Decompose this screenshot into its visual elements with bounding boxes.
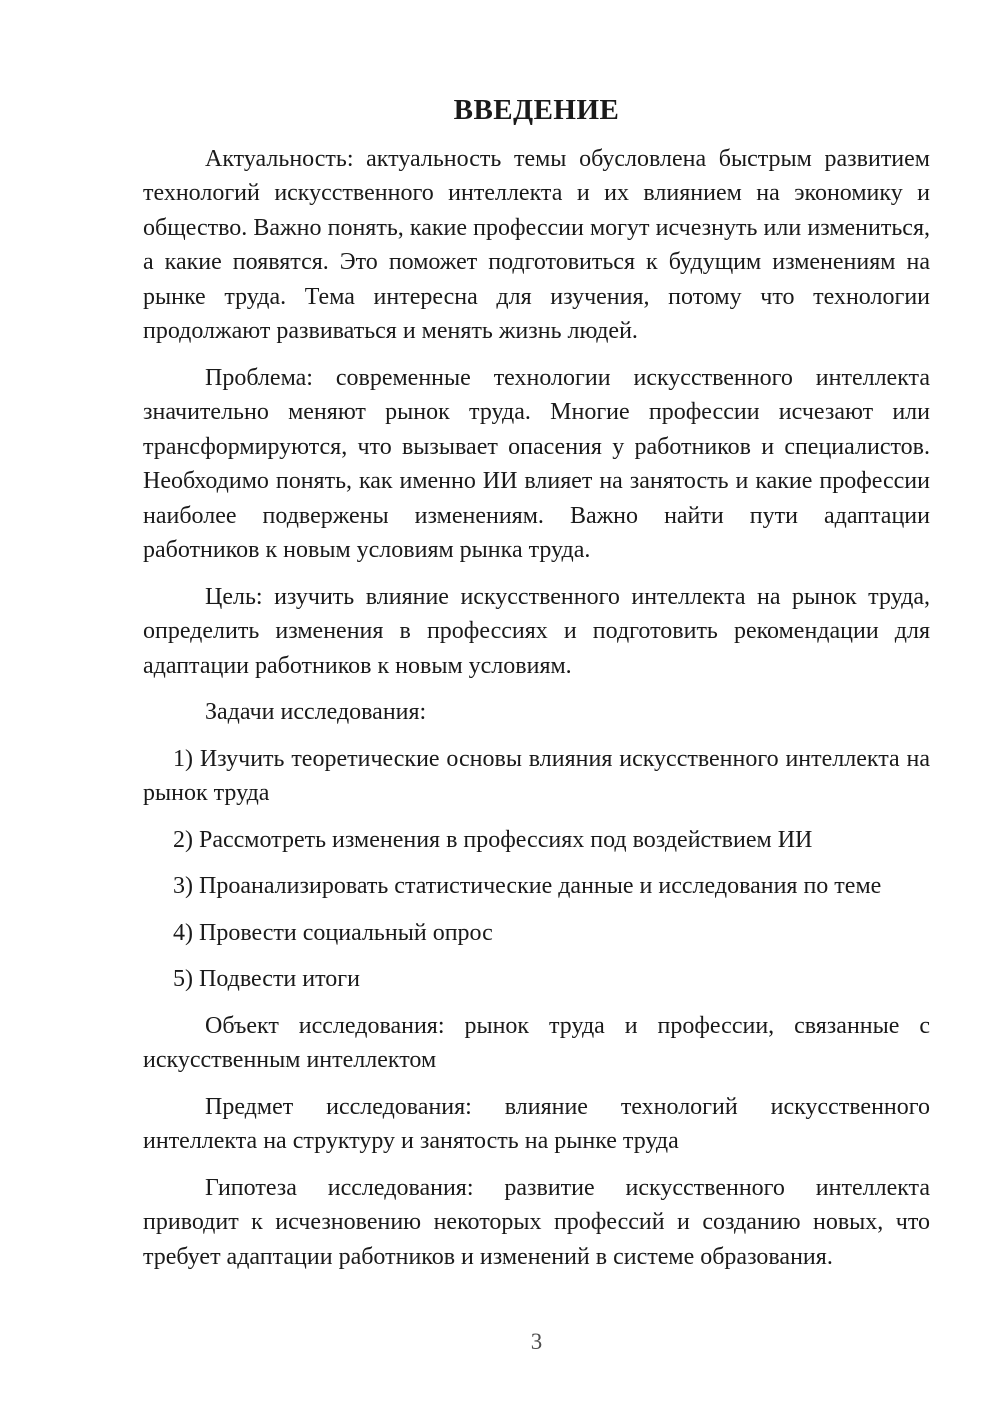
paragraph-aktualnost: Актуальность: актуальность темы обусловлена быстрым развитием технологий искусственного интеллекта и их влиянием на экономику и общество. Важно понять, какие профессии могут исчезнуть или измениться, а какие появятся. Это поможет подготовиться к будущим изменениям на рынке труда. Тема интересна для изучения, потому что технологии продолжают развиваться и менять жизнь людей. bbox=[143, 145, 930, 344]
page-number: 3 bbox=[530, 1329, 543, 1354]
paragraph-zadachi-label: Задачи исследования: bbox=[205, 699, 427, 725]
paragraph-predmet: Предмет исследования: влияние технологий искусственного интеллекта на структуру и занятость на рынке труда bbox=[143, 1093, 930, 1154]
task-item-3: 3) Проанализировать статистические данные и исследования по теме bbox=[173, 873, 882, 899]
task-item-4: 4) Провести социальный опрос bbox=[173, 919, 493, 946]
paragraph-tsel: Цель: изучить влияние искусственного интеллекта на рынок труда, определить изменения в профессиях и подготовить рекомендации для адаптации работников к новым условиям. bbox=[143, 583, 930, 679]
page-title: ВВЕДЕНИЕ bbox=[453, 94, 620, 126]
task-item-2: 2) Рассмотреть изменения в профессиях под воздействием ИИ bbox=[173, 826, 813, 853]
paragraph-obekt: Объект исследования: рынок труда и профессии, связанные с искусственным интеллектом bbox=[143, 1012, 930, 1073]
paragraph-gipoteza: Гипотеза исследования: развитие искусственного интеллекта приводит к исчезновению некоторых профессий и созданию новых, что требует адаптации работников и изменений в системе образования. bbox=[143, 1174, 930, 1270]
paragraph-problema: Проблема: современные технологии искусственного интеллекта значительно меняют рынок труда. Многие профессии исчезают или трансформируются, что вызывает опасения у работников и специалистов. Необходимо понять, как именно ИИ влияет на занятость и какие профессии наиболее подвержены изменениям. Важно найти пути адаптации работников к новым условиям рынка труда. bbox=[143, 364, 930, 563]
task-item-1: 1) Изучить теоретические основы влияния искусственного интеллекта на рынок труда bbox=[143, 745, 930, 806]
task-item-5: 5) Подвести итоги bbox=[173, 966, 360, 992]
